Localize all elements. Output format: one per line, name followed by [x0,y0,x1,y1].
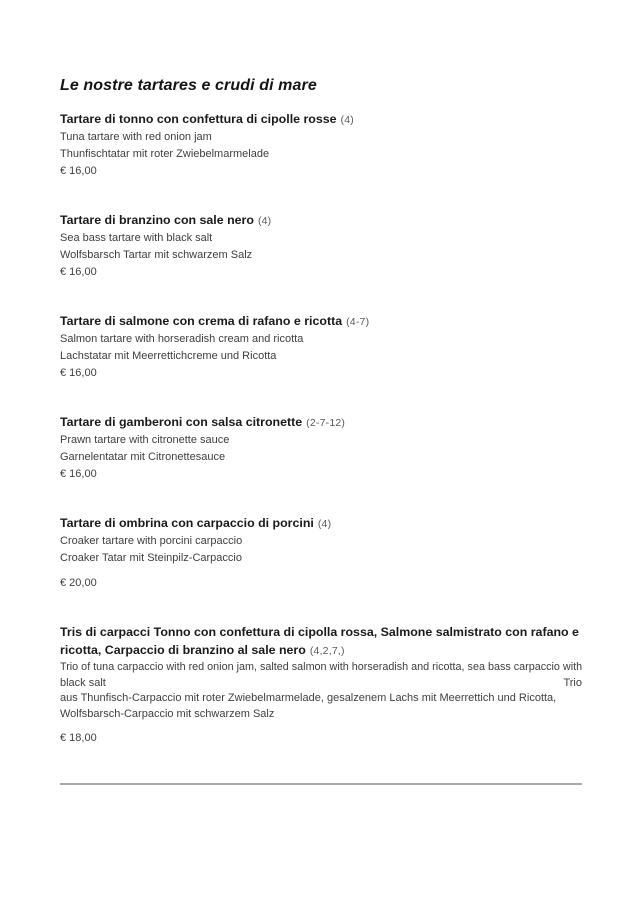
menu-item [60,110,582,180]
item-description: Croaker Tatar mit Steinpilz-Carpaccio [60,552,242,564]
item-name-text: Tris di carpacci Tonno con confettura di cipolla rossa, Salmone salmistrato con rafano e ricotta, Carpaccio di branzino al sale nero [60,625,579,657]
item-description: Wolfsbarsch-Carpaccio mit schwarzem Salz [60,707,275,720]
item-name [60,211,582,230]
item-description: Salmon tartare with horseradish cream and ricotta [60,333,304,345]
item-description: aus Thunfisch-Carpaccio mit roter Zwiebelmarmelade, gesalzenem Lachs mit Meerrettich und Ricotta, [60,692,557,704]
item-name [60,413,582,432]
item-description: Tuna tartare with red onion jam [60,131,212,143]
item-allergen-codes: (4) [340,114,354,126]
item-description: Trio of tuna carpaccio with red onion jam, salted salmon with horseradish and ricotta, sea bass carpaccio with [60,661,583,673]
item-description-justified-line [60,676,582,692]
item-price: € 16,00 [60,468,97,480]
item-price: € 20,00 [60,577,97,589]
item-description-left: black salt [60,676,106,689]
item-name [60,312,582,331]
section-title: Le nostre tartares e crudi di mare [60,77,317,94]
item-allergen-codes: (4) [317,518,332,530]
item-description: Croaker tartare with porcini carpaccio [60,535,243,547]
menu-item [60,623,582,747]
item-price: € 16,00 [60,367,97,379]
menu-item [60,211,582,281]
item-name [60,514,582,533]
item-name-text: Tartare di salmone con crema di rafano e ricotta [60,314,343,328]
item-name-text: Tartare di branzino con sale nero [60,213,254,227]
item-allergen-codes: (4,2,7,) [309,645,345,657]
item-name [60,623,582,660]
item-description: Lachstatar mit Meerrettichcreme und Ricotta [60,350,277,362]
item-description-right: Trio [563,676,582,689]
item-name [60,110,582,129]
item-price: € 16,00 [60,266,97,278]
menu-item [60,413,582,483]
item-name-text: Tartare di gamberoni con salsa citronette [60,415,303,429]
item-description: Prawn tartare with citronette sauce [60,434,230,446]
menu-item [60,514,582,592]
item-description: Wolfsbarsch Tartar mit schwarzem Salz [60,249,253,261]
item-name-text: Tartare di tonno con confettura di cipolle rosse [60,112,337,126]
item-allergen-codes: (4) [257,215,272,227]
section-divider [60,783,582,785]
menu-items [60,110,582,747]
menu-item [60,312,582,382]
item-price: € 16,00 [60,165,97,177]
item-price: € 18,00 [60,732,97,744]
item-description: Thunfischtatar mit roter Zwiebelmarmelade [60,148,270,160]
item-description: Garnelentatar mit Citronettesauce [60,451,226,463]
item-allergen-codes: (4-7) [346,316,370,328]
item-name-text: Tartare di ombrina con carpaccio di porcini [60,516,314,530]
item-description: Sea bass tartare with black salt [60,232,213,244]
item-allergen-codes: (2-7-12) [306,417,346,429]
